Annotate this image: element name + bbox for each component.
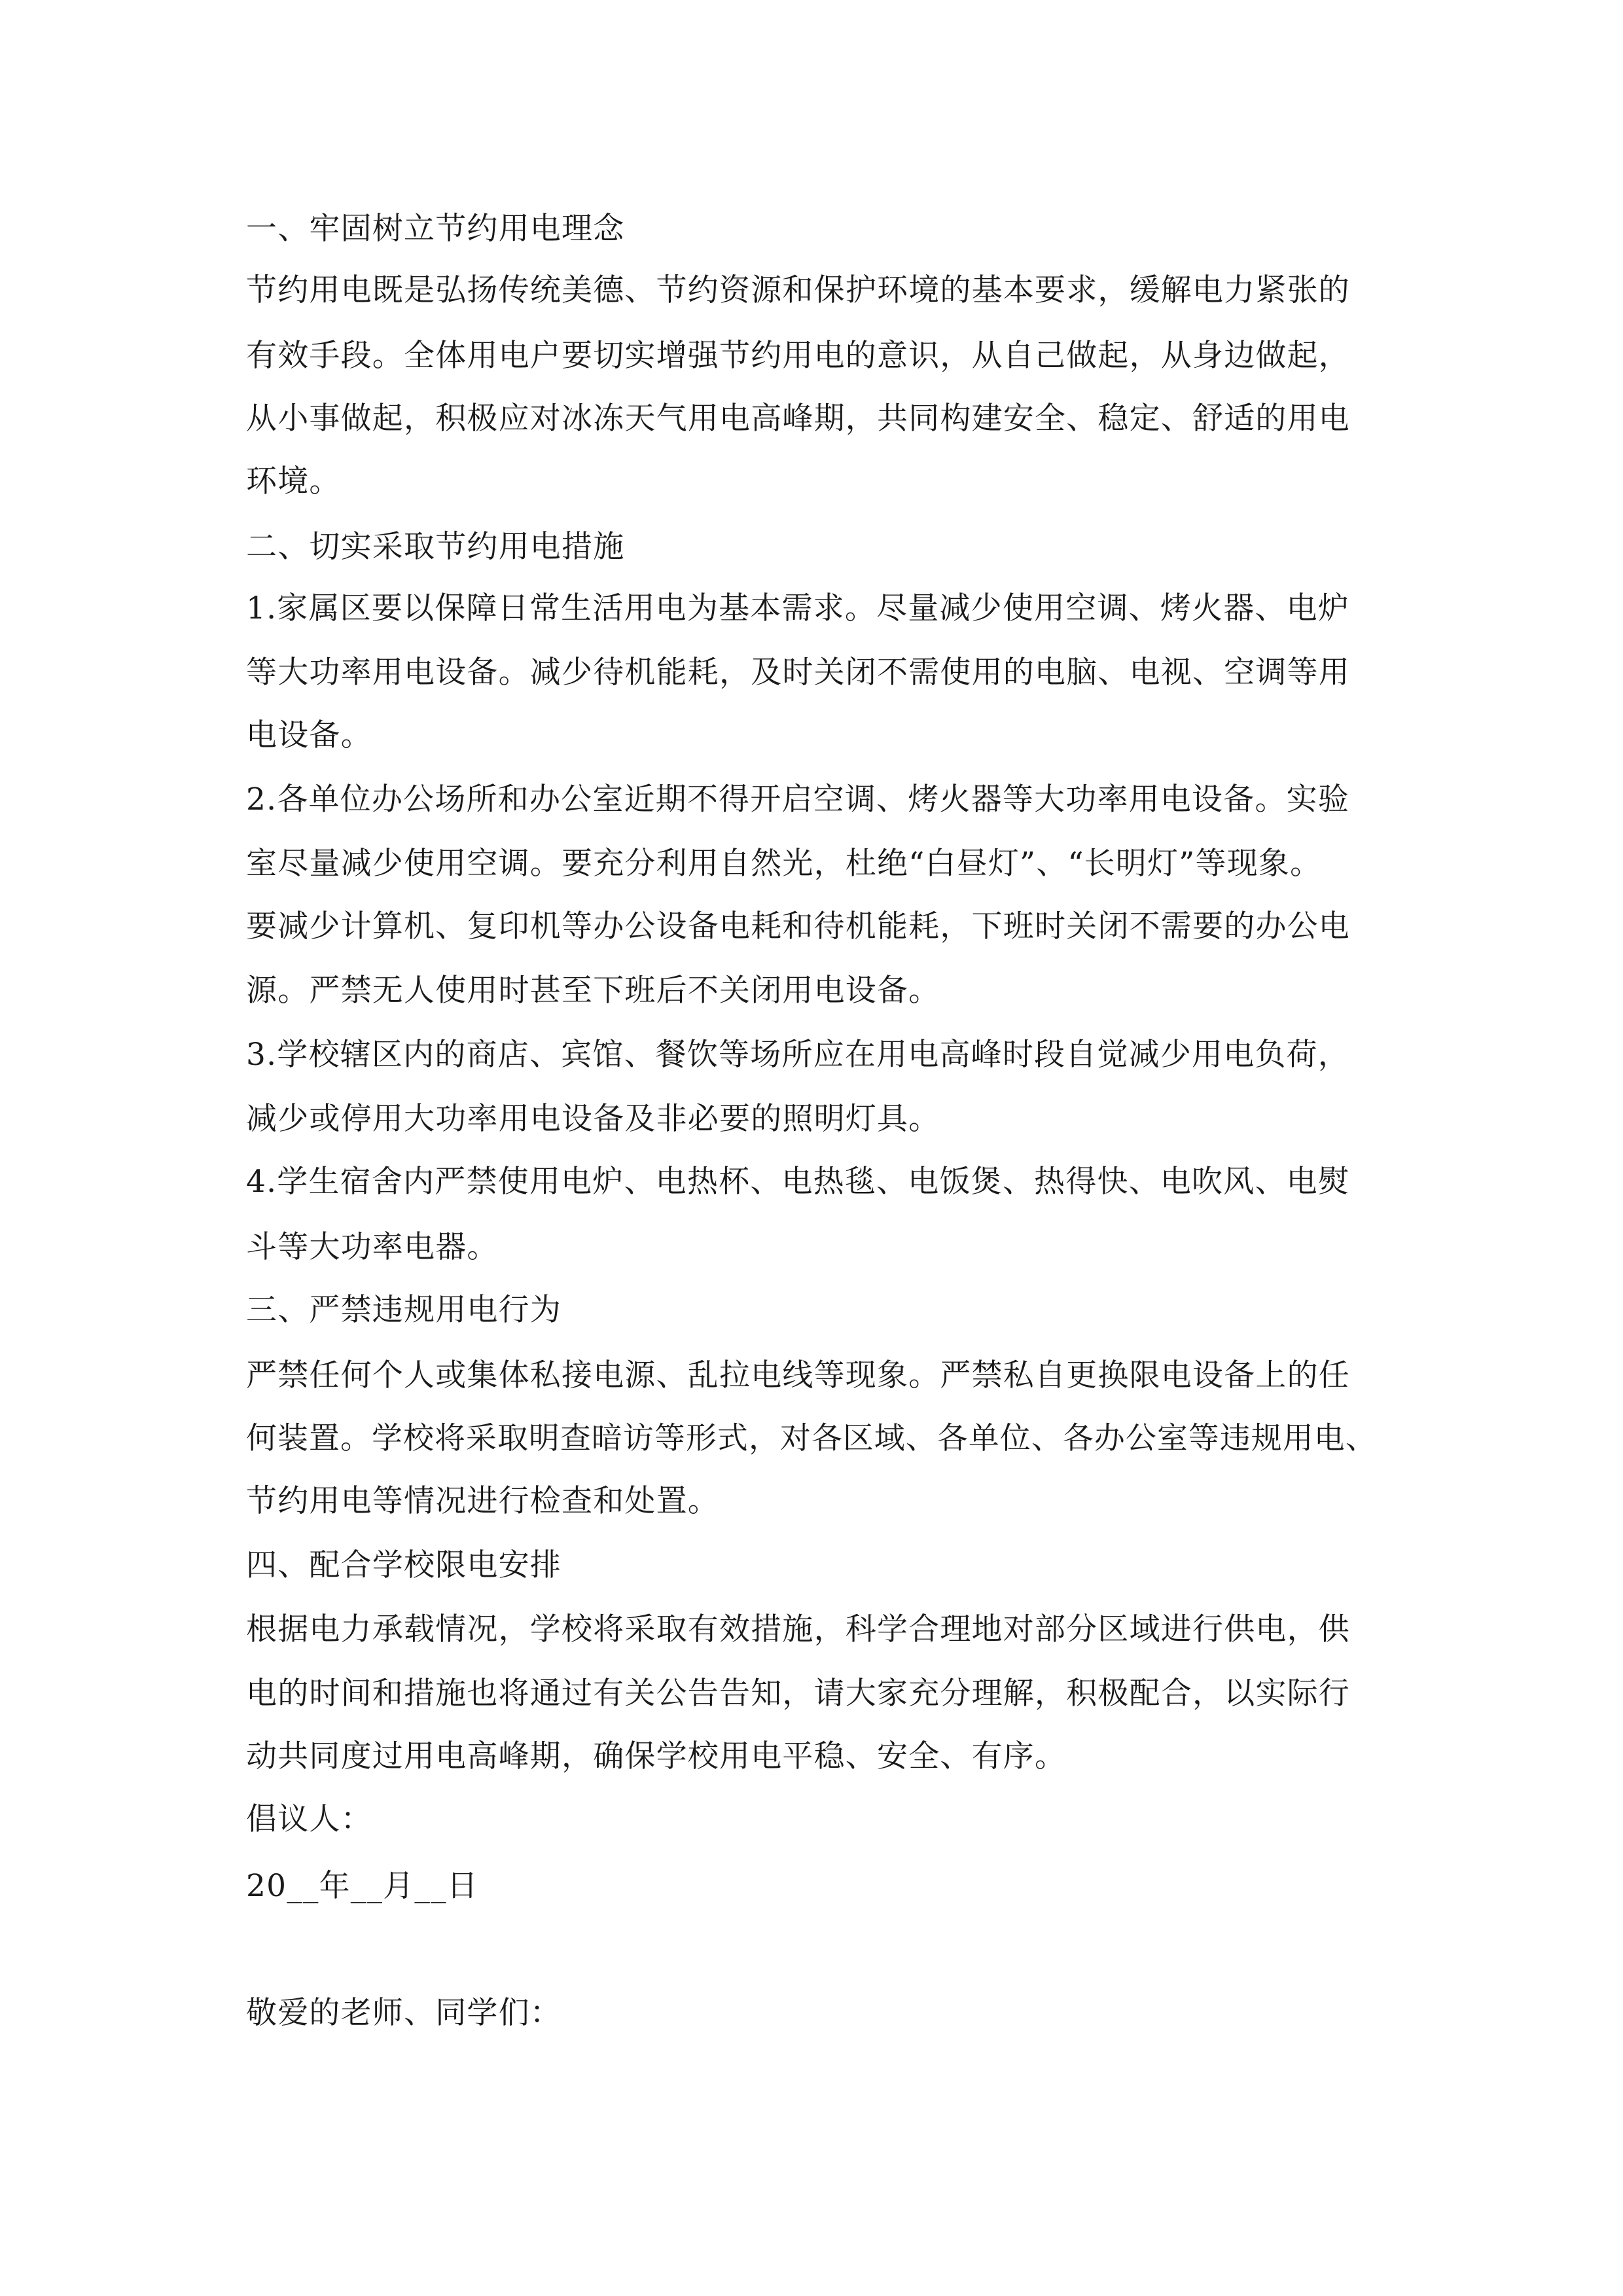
proposer-label: 倡议人： — [246, 1801, 372, 1837]
list-item-3-line: 3.学校辖区内的商店、宾馆、餐饮等场所应在用电高峰时段自觉减少用电负荷， — [246, 1037, 1350, 1073]
body-line: 节约用电等情况进行检查和处置。 — [246, 1483, 719, 1519]
list-item-2-line: 要减少计算机、复印机等办公设备电耗和待机能耗，下班时关闭不需要的办公电 — [246, 908, 1350, 944]
body-line: 环境。 — [246, 463, 341, 499]
list-item-3-line: 减少或停用大功率用电设备及非必要的照明灯具。 — [246, 1101, 940, 1137]
body-line: 严禁任何个人或集体私接电源、乱拉电线等现象。严禁私自更换限电设备上的任 — [246, 1357, 1350, 1393]
section-heading-3: 三、严禁违规用电行为 — [246, 1292, 562, 1328]
list-item-4-line: 4.学生宿舍内严禁使用电炉、电热杯、电热毯、电饭煲、热得快、电吹风、电熨 — [246, 1164, 1350, 1200]
body-line: 从小事做起，积极应对冰冻天气用电高峰期，共同构建安全、稳定、舒适的用电 — [246, 401, 1350, 437]
body-line: 何装置。学校将采取明查暗访等形式，对各区域、各单位、各办公室等违规用电、 — [246, 1421, 1377, 1456]
body-line: 根据电力承载情况，学校将采取有效措施，科学合理地对部分区域进行供电，供 — [246, 1611, 1350, 1647]
greeting: 敬爱的老师、同学们： — [246, 1995, 562, 2031]
list-item-4-line: 斗等大功率电器。 — [246, 1229, 499, 1265]
list-item-1-line: 等大功率用电设备。减少待机能耗，及时关闭不需使用的电脑、电视、空调等用 — [246, 655, 1350, 691]
section-heading-1: 一、牢固树立节约用电理念 — [246, 211, 625, 247]
body-line: 动共同度过用电高峰期，确保学校用电平稳、安全、有序。 — [246, 1738, 1067, 1774]
list-item-1-line: 1.家属区要以保障日常生活用电为基本需求。尽量减少使用空调、烤火器、电炉 — [246, 590, 1350, 626]
date-line: 20__年__月__日 — [246, 1868, 479, 1904]
list-item-2-line: 2.各单位办公场所和办公室近期不得开启空调、烤火器等大功率用电设备。实验 — [246, 781, 1350, 817]
body-line: 有效手段。全体用电户要切实增强节约用电的意识，从自己做起，从身边做起， — [246, 338, 1350, 374]
list-item-2-line: 源。严禁无人使用时甚至下班后不关闭用电设备。 — [246, 973, 940, 1009]
body-line: 节约用电既是弘扬传统美德、节约资源和保护环境的基本要求，缓解电力紧张的 — [246, 272, 1350, 308]
list-item-2-line: 室尽量减少使用空调。要充分利用自然光，杜绝“白昼灯”、“长明灯”等现象。 — [246, 846, 1322, 882]
section-heading-2: 二、切实采取节约用电措施 — [246, 529, 625, 565]
section-heading-4: 四、配合学校限电安排 — [246, 1547, 562, 1583]
list-item-1-line: 电设备。 — [246, 717, 372, 753]
body-line: 电的时间和措施也将通过有关公告告知，请大家充分理解，积极配合，以实际行 — [246, 1676, 1350, 1712]
